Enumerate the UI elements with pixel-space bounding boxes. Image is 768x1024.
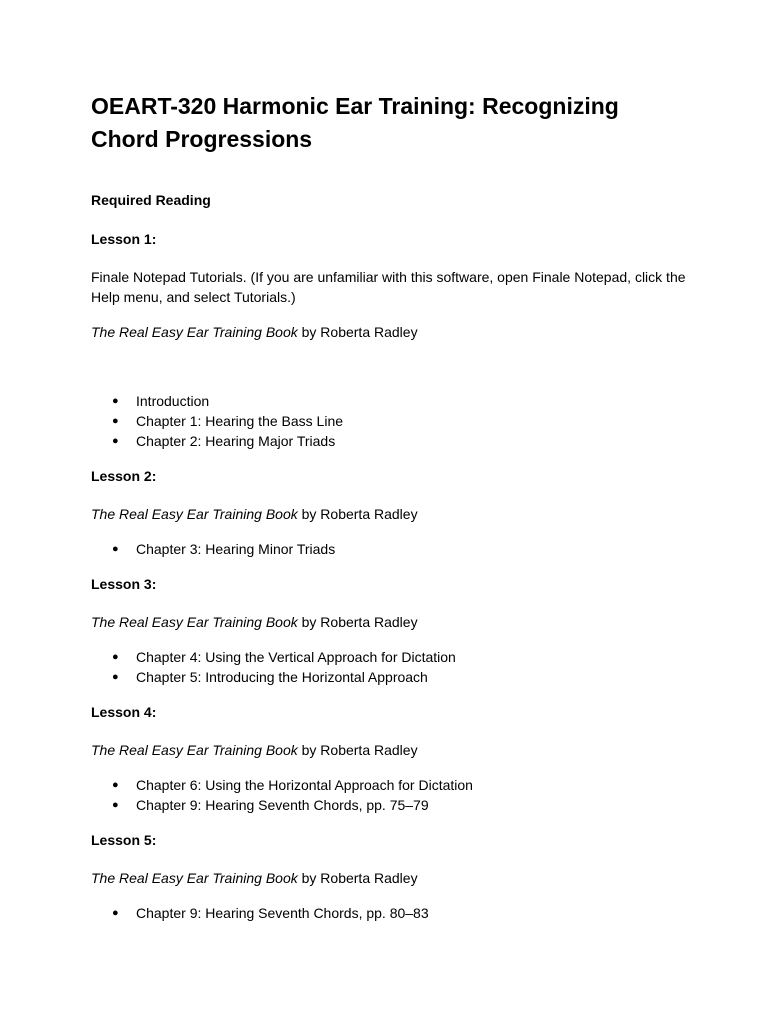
chapter-label: Introduction [136,393,210,409]
book-title: The Real Easy Ear Training Book [91,324,298,340]
book-author: by Roberta Radley [297,742,418,758]
list-item [91,775,688,795]
lesson-4-book-reference [91,740,688,760]
bullet-icon: ● [112,651,119,663]
lesson-4-chapter-list [91,775,688,815]
list-item [91,539,688,559]
chapter-label: Chapter 9: Hearing Seventh Chords, pp. 75–79 [136,797,429,813]
lesson-2-chapter-list [91,539,688,559]
chapter-label: Chapter 3: Hearing Minor Triads [136,541,336,557]
chapter-label: Chapter 6: Using the Horizontal Approach for Dictation [136,777,473,793]
lesson-2-heading: Lesson 2: [91,468,157,484]
book-author: by Roberta Radley [297,614,418,630]
book-title: The Real Easy Ear Training Book [91,870,298,886]
book-title: The Real Easy Ear Training Book [91,506,298,522]
chapter-label: Chapter 2: Hearing Major Triads [136,433,336,449]
bullet-icon: ● [112,907,119,919]
bullet-icon: ● [112,799,119,811]
list-item [91,391,688,411]
chapter-label: Chapter 1: Hearing the Bass Line [136,413,344,429]
list-item [91,411,688,431]
page-title: OEART-320 Harmonic Ear Training: Recognizing Chord Progressions [91,93,619,152]
bullet-icon: ● [112,415,119,427]
lesson-4-heading: Lesson 4: [91,704,157,720]
list-item [91,667,688,687]
bullet-icon: ● [112,779,119,791]
bullet-icon: ● [112,395,119,407]
bullet-icon: ● [112,671,119,683]
lesson-3-heading: Lesson 3: [91,576,157,592]
lesson-1-heading: Lesson 1: [91,231,157,247]
book-author: by Roberta Radley [297,324,418,340]
list-item [91,647,688,667]
lesson-1-chapter-list [91,391,688,451]
lesson-3-book-reference [91,612,688,632]
bullet-icon: ● [112,435,119,447]
lesson-3-chapter-list [91,647,688,687]
lesson-1-book-reference [91,322,688,342]
lesson-1-intro: Finale Notepad Tutorials. (If you are unfamiliar with this software, open Finale Notepad, click the Help menu, and select Tutorials.) [91,269,686,305]
chapter-label: Chapter 9: Hearing Seventh Chords, pp. 80–83 [136,905,429,921]
book-author: by Roberta Radley [297,506,418,522]
list-item [91,431,688,451]
chapter-label: Chapter 4: Using the Vertical Approach for Dictation [136,649,456,665]
lesson-5-heading: Lesson 5: [91,832,157,848]
required-reading-heading: Required Reading [91,192,211,208]
book-author: by Roberta Radley [297,870,418,886]
bullet-icon: ● [112,543,119,555]
list-item [91,903,688,923]
chapter-label: Chapter 5: Introducing the Horizontal Approach [136,669,428,685]
lesson-5-book-reference [91,868,688,888]
lesson-2-book-reference [91,504,688,524]
book-title: The Real Easy Ear Training Book [91,742,298,758]
lesson-5-chapter-list [91,903,688,923]
book-title: The Real Easy Ear Training Book [91,614,298,630]
list-item [91,795,688,815]
